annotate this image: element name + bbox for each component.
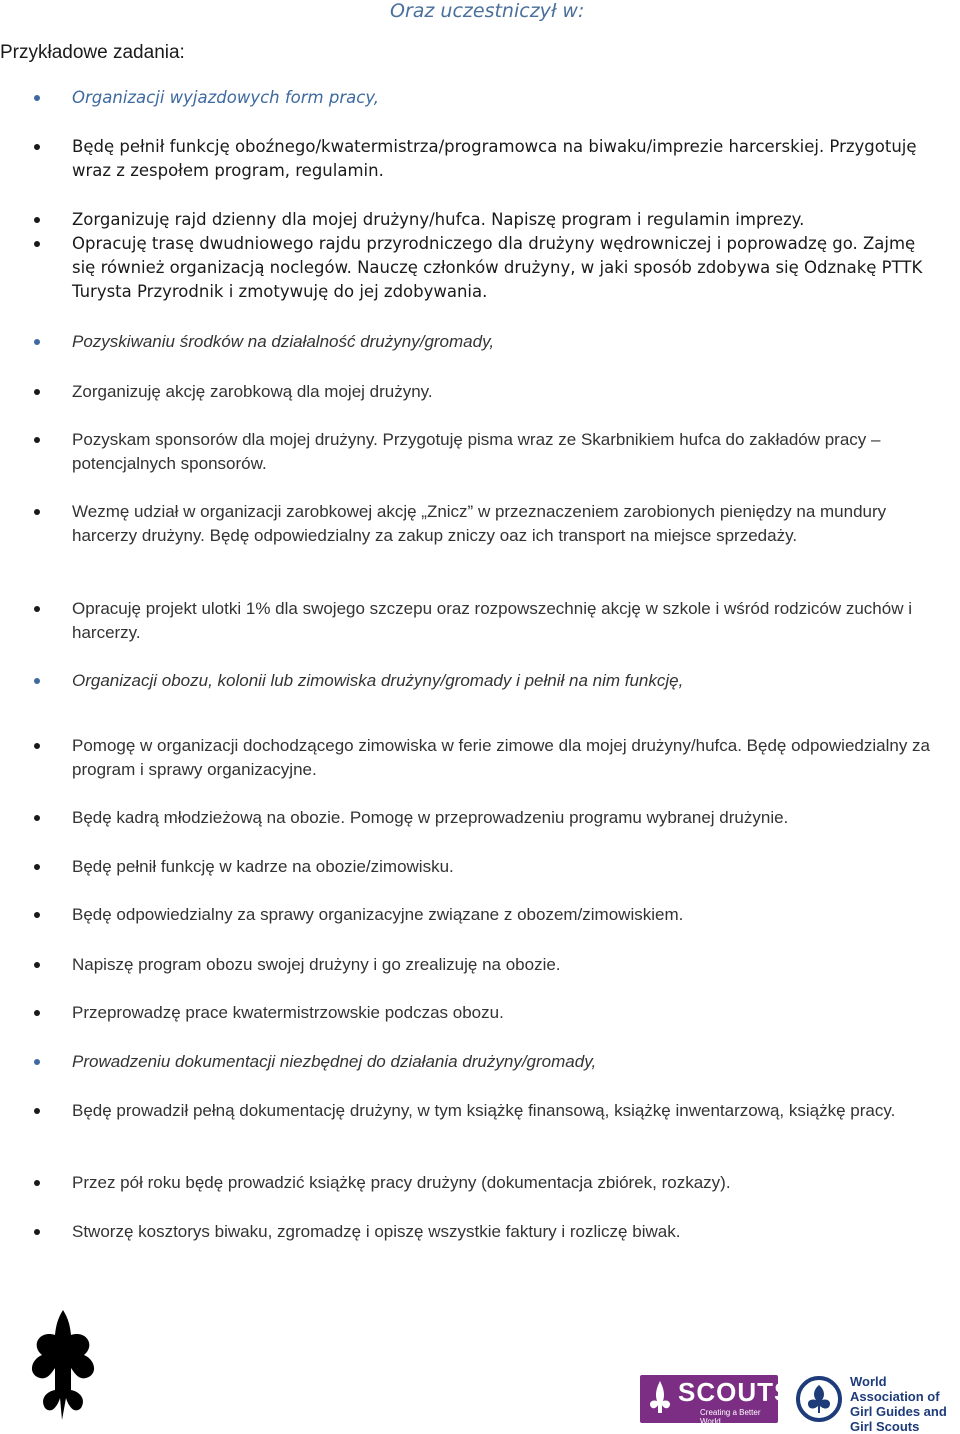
section-heading: Prowadzeniu dokumentacji niezbędnej do działania drużyny/gromady, [72, 1050, 940, 1074]
scouts-logo [640, 1375, 793, 1426]
list-item: Będę pełnił funkcję w kadrze na obozie/zimowisku. [72, 855, 940, 879]
list-item: Będę odpowiedzialny za sprawy organizacyjne związane z obozem/zimowiskiem. [72, 903, 940, 927]
wagggs-trefoil-icon [796, 1376, 842, 1422]
list-item: Pomogę w organizacji dochodzącego zimowiska w ferie zimowe dla mojej drużyny/hufca. Będę odpowiedzialny za program i sprawy organizacyjne. [72, 734, 940, 782]
tasks-title: Przykładowe zadania: [0, 42, 185, 63]
list-item: Pozyskam sponsorów dla mojej drużyny. Przygotuję pisma wraz ze Skarbnikiem hufca do zakładów pracy – potencjalnych sponsorów. [72, 428, 940, 476]
scouts-word: SCOUTS [678, 1377, 793, 1407]
footer-logos [0, 1280, 960, 1434]
section-heading: Organizacji wyjazdowych form pracy, [72, 86, 940, 110]
list-item: Napiszę program obozu swojej drużyny i go zrealizuję na obozie. [72, 953, 940, 977]
list-item: Zorganizuję rajd dzienny dla mojej drużyny/hufca. Napiszę program i regulamin imprezy. [72, 208, 940, 232]
list-item: Przez pół roku będę prowadzić książkę pracy drużyny (dokumentacja zbiórek, rozkazy). [72, 1171, 940, 1195]
hufiec-zhp-logo [0, 1280, 140, 1428]
scouts-tagline: Creating a Better World [700, 1408, 761, 1426]
wagggs-text: World Association of Girl Guides and Girl Scouts [850, 1374, 947, 1434]
fleur-de-lis-icon [645, 1379, 675, 1419]
list-item: Przeprowadzę prace kwatermistrzowskie podczas obozu. [72, 1001, 940, 1025]
list-item: Opracuję projekt ulotki 1% dla swojego szczepu oraz rozpowszechnię akcję w szkole i wśród rodziców zuchów i harcerzy. [72, 597, 940, 645]
list-item: Będę pełnił funkcję oboźnego/kwatermistrza/programowca na biwaku/imprezie harcerskiej. Przygotuję wraz z zespołem program, regulamin. [72, 135, 940, 183]
list-item: Będę kadrą młodzieżową na obozie. Pomogę w przeprowadzeniu programu wybranej drużynie. [72, 806, 940, 830]
list-item: Wezmę udział w organizacji zarobkowej akcję „Znicz” w przeznaczeniem zarobionych pieniędzy na mundury harcerzy drużyny. Będę odpowiedzialny za zakup zniczy oaz ich transport na miejsce sprzedaży. [72, 500, 940, 548]
section-heading: Pozyskiwaniu środków na działalność drużyny/gromady, [72, 330, 940, 354]
list-item: Opracuję trasę dwudniowego rajdu przyrodniczego dla drużyny wędrowniczej i poprowadzę go. Zajmę się również organizacją noclegów. Nauczę członków drużyny, w jaki sposób zdobywa się Odznakę PTTK Turysta Przyrodnik i zmotywuję do jej zdobywania. [72, 232, 940, 304]
list-item: Stworzę kosztorys biwaku, zgromadzę i opiszę wszystkie faktury i rozliczę biwak. [72, 1220, 940, 1244]
header-text: Oraz uczestniczył w: [390, 0, 585, 22]
list-item: Będę prowadził pełną dokumentację drużyny, w tym książkę finansową, książkę inwentarzową, książkę pracy. [72, 1099, 940, 1123]
section-heading: Organizacji obozu, kolonii lub zimowiska drużyny/gromady i pełnił na nim funkcję, [72, 669, 940, 693]
list-item: Zorganizuję akcję zarobkową dla mojej drużyny. [72, 380, 940, 404]
